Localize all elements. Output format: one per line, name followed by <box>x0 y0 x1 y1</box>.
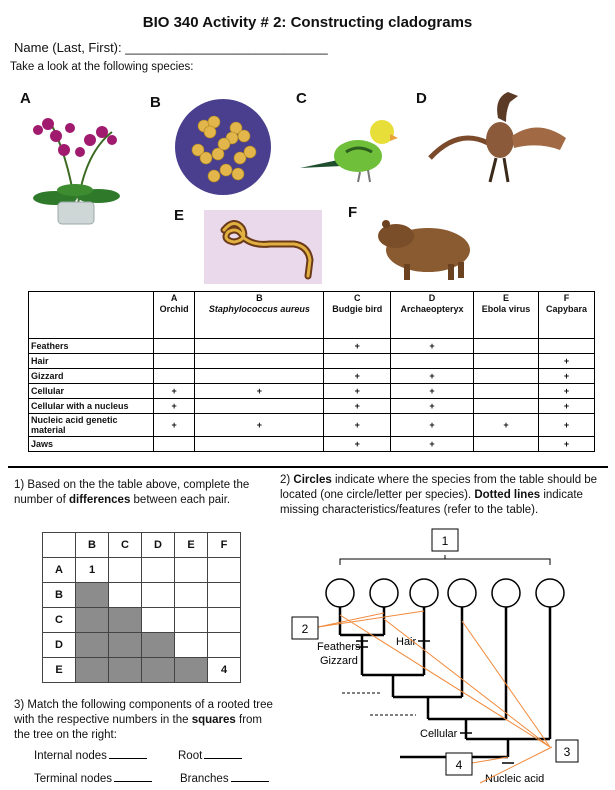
grid-header-row <box>43 533 241 558</box>
table-cell <box>195 354 324 369</box>
table-cell <box>473 437 538 452</box>
table-cell <box>473 339 538 354</box>
grid-answer-cell[interactable] <box>175 558 208 583</box>
table-row <box>29 414 595 437</box>
table-cell: + <box>391 339 474 354</box>
table-cell <box>473 399 538 414</box>
tree-box-4-label: 4 <box>455 758 463 772</box>
table-cell: + <box>154 414 195 437</box>
grid-shaded-cell <box>142 658 175 683</box>
table-cell: + <box>324 339 391 354</box>
grid-row-header: E <box>43 658 76 683</box>
section-divider <box>8 466 608 468</box>
feathers-label: Feathers <box>317 641 361 653</box>
species-header-letter: D <box>428 293 436 303</box>
grid-answer-cell[interactable]: 1 <box>76 558 109 583</box>
species-header-letter: F <box>563 293 570 303</box>
grid-answer-cell[interactable] <box>142 583 175 608</box>
row-label: Jaws <box>29 437 154 452</box>
grid-answer-cell[interactable] <box>142 558 175 583</box>
grid-shaded-cell <box>76 608 109 633</box>
grid-col-header: D <box>142 533 175 558</box>
grid-shaded-cell <box>142 633 175 658</box>
question-2: 2) Circles indicate where the species from the table should be located (one circle/letter per species). Dotted lines indicate missing characteristics/features (refer to the table). <box>280 474 598 516</box>
table-cell: + <box>391 399 474 414</box>
cladogram-tree <box>280 525 615 790</box>
species-letter-c: C <box>296 90 307 107</box>
table-cell: + <box>538 369 594 384</box>
page-title: BIO 340 Activity # 2: Constructing cladograms <box>142 14 473 31</box>
hair-label: Hair <box>396 636 417 648</box>
table-cell: + <box>324 369 391 384</box>
row-label: Nucleic acid genetic material <box>29 414 154 437</box>
grid-answer-cell[interactable] <box>208 558 241 583</box>
table-cell: + <box>195 414 324 437</box>
tree-box-2-label: 2 <box>301 622 309 636</box>
table-cell: + <box>324 437 391 452</box>
terminal-circle-4[interactable] <box>448 579 476 607</box>
species-header-name: Staphylococcus aureus <box>208 304 310 314</box>
grid-answer-cell[interactable] <box>142 608 175 633</box>
species-header-name: Ebola virus <box>481 304 531 314</box>
cellular-label: Cellular <box>420 728 458 740</box>
grid-shaded-cell <box>109 633 142 658</box>
root-field[interactable]: Root <box>178 748 242 762</box>
table-row <box>29 384 595 399</box>
table-header-empty <box>29 292 154 339</box>
table-cell: + <box>538 354 594 369</box>
table-header-species-b <box>195 292 324 339</box>
table-header-species-f <box>538 292 594 339</box>
table-row <box>29 354 595 369</box>
table-cell: + <box>538 437 594 452</box>
table-row <box>29 437 595 452</box>
species-characteristics-table <box>28 291 595 452</box>
species-letter-b: B <box>150 94 161 111</box>
grid-row <box>43 558 241 583</box>
grid-answer-cell[interactable] <box>208 633 241 658</box>
table-cell: + <box>391 437 474 452</box>
table-cell: + <box>195 384 324 399</box>
grid-row <box>43 658 241 683</box>
table-cell: + <box>154 399 195 414</box>
table-cell <box>473 354 538 369</box>
grid-col-header: C <box>109 533 142 558</box>
grid-corner <box>43 533 76 558</box>
feature-ticks <box>356 641 514 763</box>
species-header-letter: A <box>170 293 178 303</box>
table-cell <box>154 354 195 369</box>
grid-shaded-cell <box>109 658 142 683</box>
species-letter-f: F <box>348 204 358 221</box>
row-label: Gizzard <box>29 369 154 384</box>
branches-field[interactable]: Branches <box>180 771 269 785</box>
species-letter-d: D <box>416 90 427 107</box>
table-cell <box>391 354 474 369</box>
table-header-species-a <box>154 292 195 339</box>
grid-row-header: D <box>43 633 76 658</box>
table-row <box>29 369 595 384</box>
capybara-image <box>374 212 492 284</box>
grid-row-header: C <box>43 608 76 633</box>
archaeopteryx-image <box>428 88 568 188</box>
species-header-letter: C <box>354 293 361 303</box>
grid-col-header: B <box>76 533 109 558</box>
table-cell <box>324 354 391 369</box>
grid-row <box>43 633 241 658</box>
grid-answer-cell[interactable] <box>175 608 208 633</box>
terminal-circle-3[interactable] <box>410 579 438 607</box>
table-cell: + <box>391 414 474 437</box>
species-header-name: Orchid <box>159 304 189 314</box>
grid-col-header: E <box>175 533 208 558</box>
ebola-virus-image <box>204 210 322 284</box>
table-cell: + <box>324 414 391 437</box>
table-cell <box>195 369 324 384</box>
grid-shaded-cell <box>109 608 142 633</box>
tree-box-1-label: 1 <box>441 534 449 548</box>
table-header-species-e <box>473 292 538 339</box>
grid-shaded-cell <box>76 633 109 658</box>
grid-answer-cell[interactable] <box>208 608 241 633</box>
grid-answer-cell[interactable] <box>175 633 208 658</box>
grid-answer-cell[interactable] <box>109 583 142 608</box>
table-cell: + <box>538 414 594 437</box>
row-label: Feathers <box>29 339 154 354</box>
grid-row-header: B <box>43 583 76 608</box>
grid-shaded-cell <box>76 658 109 683</box>
table-row <box>29 339 595 354</box>
tree-top-bracket <box>340 555 550 565</box>
question-1: 1) Based on the the table above, complete the number of differences between each pair. <box>14 479 250 506</box>
species-header-letter: B <box>256 293 263 303</box>
terminal-nodes-field[interactable]: Terminal nodes <box>34 771 152 785</box>
row-label: Hair <box>29 354 154 369</box>
table-cell: + <box>391 369 474 384</box>
table-row <box>29 399 595 414</box>
table-header-species-d <box>391 292 474 339</box>
question-3: 3) Match the following components of a rooted tree with the respective numbers in the squares from the tree on the right: <box>14 699 273 741</box>
terminal-circle-6[interactable] <box>536 579 564 607</box>
table-cell <box>195 339 324 354</box>
staphylococcus-image <box>174 98 272 196</box>
table-cell: + <box>391 384 474 399</box>
row-label: Cellular <box>29 384 154 399</box>
grid-shaded-cell <box>76 583 109 608</box>
species-header-name: Capybara <box>545 304 587 314</box>
table-header-species-c <box>324 292 391 339</box>
terminal-circle-2[interactable] <box>370 579 398 607</box>
grid-row <box>43 608 241 633</box>
budgie-bird-image <box>298 108 408 188</box>
species-letter-e: E <box>174 207 185 224</box>
table-cell: + <box>154 384 195 399</box>
table-cell: + <box>324 384 391 399</box>
species-header-name: Archaeopteryx <box>400 304 464 314</box>
grid-col-header: F <box>208 533 241 558</box>
row-label: Cellular with a nucleus <box>29 399 154 414</box>
species-header-letter: E <box>502 293 509 303</box>
internal-nodes-field[interactable]: Internal nodes <box>34 748 147 762</box>
table-cell <box>154 369 195 384</box>
differences-grid <box>42 532 241 683</box>
table-cell <box>195 437 324 452</box>
name-field-label[interactable]: Name (Last, First): ____________________________ <box>14 40 328 55</box>
grid-answer-cell[interactable] <box>208 583 241 608</box>
instruction-text: Take a look at the following species: <box>10 61 194 73</box>
table-cell: + <box>324 399 391 414</box>
terminal-circle-1[interactable] <box>326 579 354 607</box>
species-header-name: Budgie bird <box>332 304 383 314</box>
grid-answer-cell[interactable] <box>109 558 142 583</box>
terminal-circle-5[interactable] <box>492 579 520 607</box>
table-cell <box>473 369 538 384</box>
table-cell: + <box>473 414 538 437</box>
grid-row <box>43 583 241 608</box>
table-header-row <box>29 292 595 339</box>
gizzard-label: Gizzard <box>320 655 358 667</box>
table-cell <box>154 437 195 452</box>
table-cell <box>154 339 195 354</box>
table-cell: + <box>538 399 594 414</box>
grid-answer-cell[interactable] <box>175 583 208 608</box>
table-cell: + <box>538 384 594 399</box>
nucleic-acid-label: Nucleic acid <box>485 773 545 785</box>
grid-row-header: A <box>43 558 76 583</box>
table-cell <box>473 384 538 399</box>
table-cell <box>538 339 594 354</box>
table-cell <box>195 399 324 414</box>
grid-shaded-cell <box>175 658 208 683</box>
tree-box-3-label: 3 <box>563 745 571 759</box>
grid-answer-cell[interactable]: 4 <box>208 658 241 683</box>
species-letter-a: A <box>20 90 31 107</box>
orchid-image <box>20 110 130 230</box>
